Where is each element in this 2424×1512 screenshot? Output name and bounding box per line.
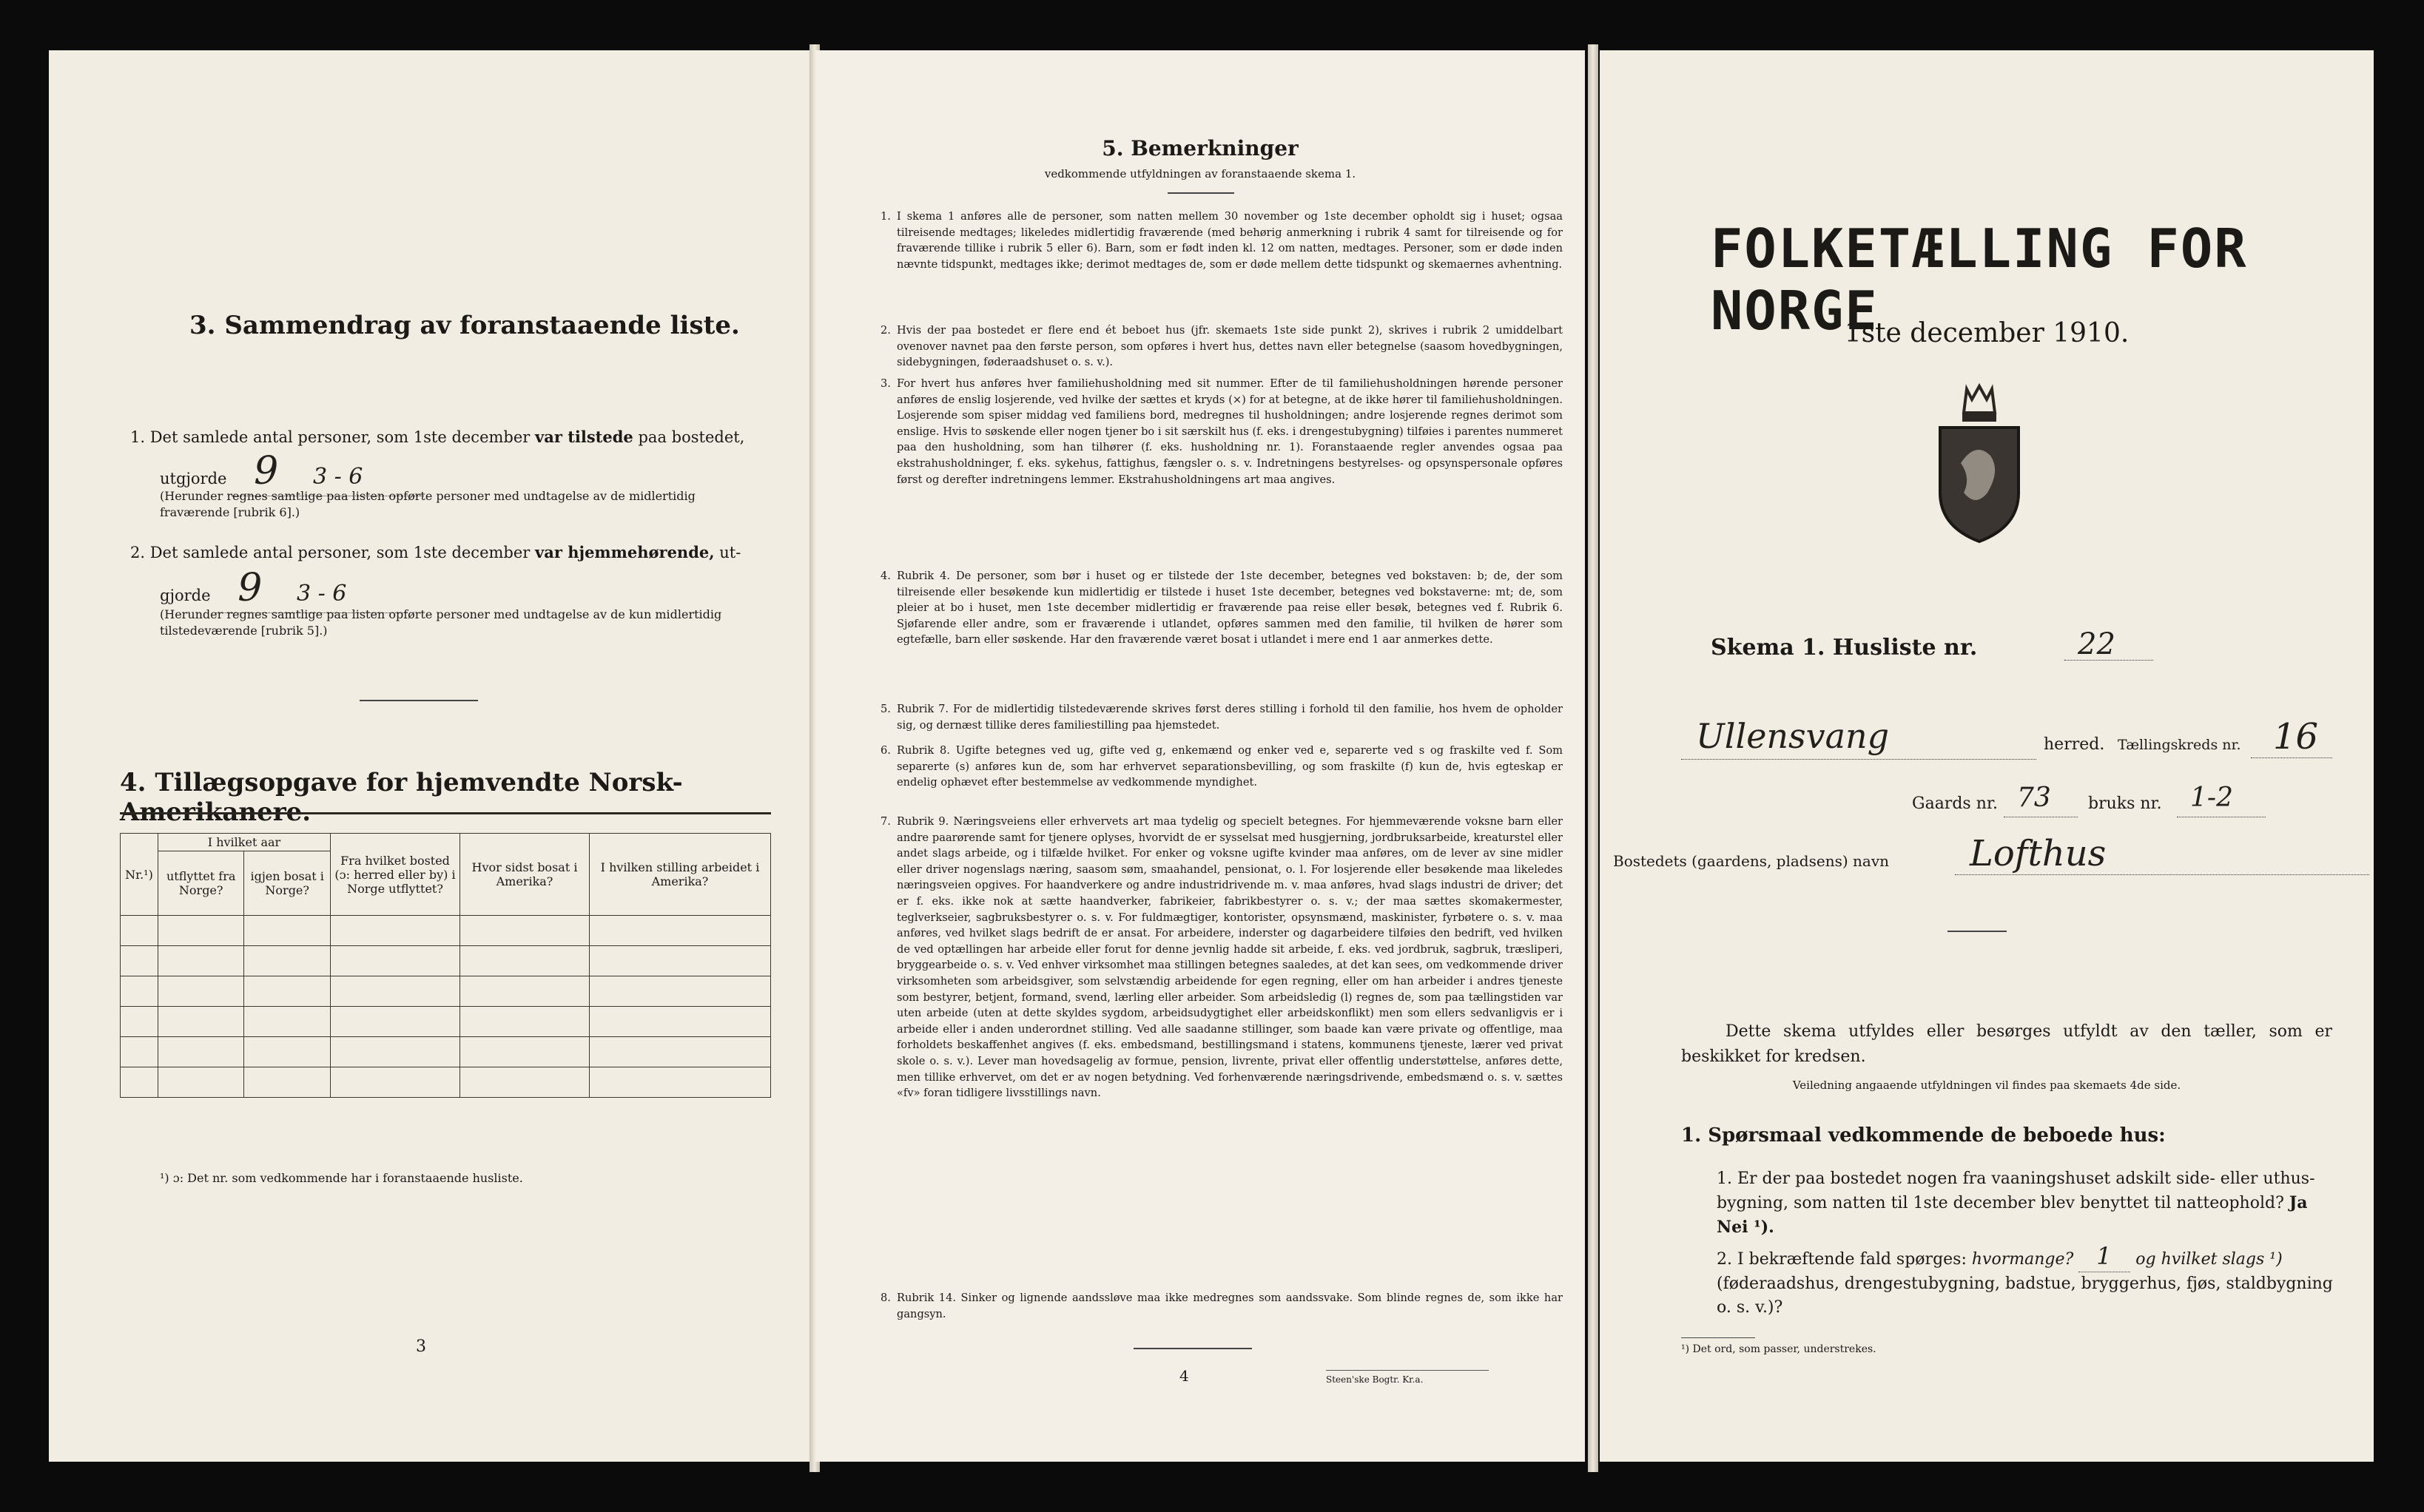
cell[interactable]: [331, 1037, 460, 1067]
remark-num: 5.: [881, 703, 891, 715]
question-2-text: 2. I bekræftende fald spørges:: [1717, 1250, 1967, 1269]
cell[interactable]: [460, 916, 590, 946]
section4-title: 4. Tillægsopgave for hjemvendte Norsk-Amerikanere.: [120, 768, 683, 827]
remark-num: 3.: [881, 377, 891, 390]
cell[interactable]: [121, 976, 158, 1007]
item2-note: (Herunder regnes samtlige paa listen opførte personer med undtagelse av de kun midlertidig tilstedeværende [rubrik 5].): [160, 607, 722, 638]
remark-4: [881, 568, 1563, 648]
cell[interactable]: [460, 1067, 590, 1098]
item2-value: 9: [238, 566, 263, 610]
page-right: [1600, 50, 2374, 1462]
cell[interactable]: [331, 1007, 460, 1037]
summary-item-1: [130, 420, 781, 454]
cell[interactable]: [460, 1007, 590, 1037]
table-row: [121, 1007, 771, 1037]
page-left: [49, 50, 812, 1462]
remark-text: Rubrik 4. De personer, som bør i huset og er tilstede der 1ste december, betegnes ved bokstaven: b; de, der som tilreisende eller besøkende kun midlertidig er tilstede i huset 1ste december, betegnes ved bokstaverne: mt; de, som pleier at bo i huset, men 1ste december midlertidig er fraværende paa reise eller besøk, betegnes ved f. Rubrik 6. Sjøfarende eller andre, som er fraværende i utlandet, opføres sammen med den familie, til hvilken de hører som egtefælle, barn eller søskende. Har den fraværende været bosat i utlandet i mere end 1 aar anmerkes dette.: [897, 570, 1563, 647]
page-number: 3: [416, 1337, 426, 1356]
divider: [1326, 1370, 1489, 1371]
remarks-title: 5. Bemerkninger: [1102, 136, 1299, 161]
item2-utgjorde: gjorde: [160, 587, 211, 604]
cell[interactable]: [590, 916, 771, 946]
divider: [1681, 1337, 1755, 1338]
remarks-subtitle: vedkommende utfyldningen av foranstaaende skema 1.: [1044, 167, 1356, 180]
cell[interactable]: [460, 946, 590, 976]
question-2-options: (føderaadshus, drengestubygning, badstue, bryggerhus, fjøs, staldbygning o. s. v.)?: [1717, 1275, 2333, 1317]
item1-note: (Herunder regnes samtlige paa listen opførte personer med undtagelse av de midlertidig fraværende [rubrik 6].): [160, 489, 696, 519]
item1-annotation: 3 - 6: [312, 464, 363, 490]
kreds-label: Tællingskreds nr.: [2118, 737, 2241, 753]
divider: [360, 700, 478, 701]
cell[interactable]: [331, 1067, 460, 1098]
remark-num: 7.: [881, 815, 891, 828]
divider: [1134, 1348, 1252, 1349]
herred-label: herred.: [2044, 735, 2105, 754]
question-2: [1717, 1244, 2338, 1320]
remark-5: [881, 701, 1563, 733]
kreds-value: 16: [2273, 716, 2319, 757]
table-row: [121, 976, 771, 1007]
remark-2: [881, 323, 1563, 371]
item1-value: 9: [254, 449, 279, 493]
remark-num: 1.: [881, 210, 891, 223]
husliste-field[interactable]: [2064, 627, 2153, 661]
item2-text-end: ut-: [719, 544, 741, 561]
veiledning-text: Veiledning angaaende utfyldningen vil findes paa skemaets 4de side.: [1792, 1079, 2181, 1092]
coat-of-arms-icon: [1931, 382, 2027, 544]
cell[interactable]: [460, 1037, 590, 1067]
cell[interactable]: [121, 1007, 158, 1037]
item1-text-end: paa bostedet,: [638, 428, 745, 446]
table-row: [121, 1037, 771, 1067]
skema-label: Skema 1. Husliste nr.: [1711, 635, 1978, 661]
remark-text: Rubrik 14. Sinker og lignende aandssløve maa ikke medregnes som aandssvake. Som blinde regnes de, som ikke har gangsyn.: [897, 1292, 1563, 1320]
remark-6: [881, 743, 1563, 791]
bosted-label: Bostedets (gaardens, pladsens) navn: [1613, 852, 1889, 870]
remark-8: [881, 1290, 1563, 1322]
remark-text: Rubrik 9. Næringsveiens eller erhvervets art maa tydelig og specielt betegnes. For hjemmeværende voksne barn eller andre paarørende samt for tjenere oplyses, hvorvidt de er sysselsat med husgjerning, jordbruksarbeide, kreaturstel eller andet slags arbeide, og i tilfælde hvilket. For enker og voksne ugifte kvinder maa anføres, om de lever av sine midler eller driver nogenslags næring, saasom søm, smaahandel, pensionat, o. l. For losjerende eller besøkende maa likeledes næringsveien opgives. For haandverkere og andre industridrivende m. v. maa anføres, hvad slags industri de driver; det er f. eks. ikke nok at sætte haandverker, fabrikeier, fabrikbestyrer o. s. v.; der maa sættes skomakermester, teglverkseier, sagbruksbestyrer o. s. v. For fuldmægtiger, kontorister, opsynsmænd, maskinister, fyrbøtere o. s. v. maa anføres, ved hvilket slags bedrift de er ansat. For arbeidere, inderster og dagarbeidere tilføies den bedrift, ved hvilken de ved optællingen har arbeide eller forut for denne jevnlig hadde sit arbeide, f. eks. ved jordbruk, sagbruk, træsliperi, bryggearbeide o. s. v. Ved enhver virksomhet maa stillingen betegnes saaledes, at det kan sees, om vedkommende driver virksomheten som arbeidsgiver, som selvstændig arbeidende for egen regning, eller om han arbeider i andres tjeneste som bestyrer, betjent, formand, svend, lærling eller arbeider. Som arbeidsledig (l) regnes de, som paa tællingstiden var uten arbeide (uten at dette skyldes sygdom, arbeidsudygtighet eller arbeidskonflikt) men som ellers sedvanligvis er i arbeide eller i anden underordnet stilling. Ved alle saadanne stillinger, som baade kan være private og offentlige, maa forholdets beskaffenhet angives (f. eks. embedsmand, bestillingsmand i statens, kommunens tjeneste, lærer ved privat skole o. s. v.). Lever man hovedsagelig av formue, pension, livrente, privat eller offentlig understøttelse, anføres dette, men tillike erhvervet, om det er av nogen betydning. Ved forhenværende næringsdrivende, embedsmænd o. s. v. sættes «fv» foran tidligere livsstillings navn.: [897, 815, 1563, 1100]
col-stilling: I hvilken stilling arbeidet i Amerika?: [590, 834, 771, 916]
herred-value: Ullensvang: [1696, 716, 1890, 756]
question-1-text: 1. Er der paa bostedet nogen fra vaaningshuset adskilt side- eller uthus-bygning, som natten til 1ste december blev benyttet til natteophold?: [1717, 1170, 2315, 1212]
remark-1: [881, 209, 1563, 272]
bosted-field[interactable]: [1955, 833, 2369, 875]
printer-mark: Steen'ske Bogtr. Kr.a.: [1326, 1374, 1424, 1385]
table-footnote: ¹) ɔ: Det nr. som vedkommende har i foranstaaende husliste.: [160, 1171, 523, 1185]
herred-field[interactable]: [1681, 716, 2036, 760]
remark-text: Rubrik 7. For de midlertidig tilstedeværende skrives først deres stilling i forhold til den familie, hos hvem de opholder sig, og dernæst tillike deres familiestilling paa hjemstedet.: [897, 703, 1563, 732]
cell[interactable]: [121, 916, 158, 946]
item2-bold: var hjemmehørende,: [535, 543, 715, 561]
page-number: 4: [1179, 1367, 1189, 1385]
cell[interactable]: [331, 976, 460, 1007]
remark-text: Rubrik 8. Ugifte betegnes ved ug, gifte ved g, enkemænd og enker ved e, separerte ved s og fraskilte ved f. Som separerte (s) anføres kun de, som har erhvervet separationsbevilling, og som fraskilte (f) kun de, hvis egteskap er endelig ophævet efter bestemmelse av vedkommende myndighet.: [897, 744, 1563, 789]
item1-utgjorde: utgjorde: [160, 470, 227, 487]
remark-text: I skema 1 anføres alle de personer, som natten mellem 30 november og 1ste december opholdt sig i huset; ogsaa tilreisende medtages; likeledes midlertidig fraværende (med behørig anmerkning i rubrik 4 samt for tilreisende og for fraværende tillike i rubrik 5 eller 6). Barn, som er født inden kl. 12 om natten, medtages. Personer, som er døde inden nævnte tidspunkt, medtages ikke; derimot medtages de, som er døde mellem dette tidspunkt og skemaernes avhentning.: [897, 210, 1563, 271]
instructions-text: Dette skema utfyldes eller besørges utfyldt av den tæller, som er beskikket for kredsen.: [1681, 1022, 2332, 1066]
question-1-answer[interactable]: Ja Nei ¹).: [1717, 1193, 2308, 1237]
cell[interactable]: [158, 1037, 244, 1067]
census-title: FOLKETÆLLING FOR NORGE: [1711, 217, 2248, 342]
page-middle: [815, 50, 1585, 1462]
item2-annotation: 3 - 6: [296, 581, 347, 607]
question-1: [1717, 1167, 2338, 1240]
bruks-value: 1-2: [2190, 783, 2233, 813]
remark-text: Hvis der paa bostedet er flere end ét beboet hus (jfr. skemaets 1ste side punkt 2), skrives i rubrik 2 umiddelbart ovenover navnet paa den første person, som opføres i hvert hus, dettes navn eller betegnelse (saasom hovedbygningen, sidebygningen, føderaadshuset o. s. v.).: [897, 324, 1563, 369]
remark-num: 4.: [881, 570, 891, 582]
question-2-hvormange: hvormange?: [1971, 1250, 2074, 1269]
questions-title: 1. Spørsmaal vedkommende de beboede hus:: [1681, 1124, 2166, 1147]
cell[interactable]: [331, 946, 460, 976]
husliste-value: 22: [2078, 627, 2115, 661]
table-row: [121, 916, 771, 946]
norsk-amerikanere-table: [120, 833, 771, 1098]
question-2-field[interactable]: [2078, 1244, 2130, 1272]
remark-num: 8.: [881, 1292, 891, 1304]
cell[interactable]: [158, 1007, 244, 1037]
item2-text: 2. Det samlede antal personer, som 1ste december: [130, 544, 531, 561]
ornament-divider: [1947, 931, 2007, 932]
kreds-field[interactable]: [2251, 716, 2332, 758]
cell[interactable]: [244, 946, 331, 976]
col-fra-hvilket: Fra hvilket bosted (ɔ: herred eller by) i Norge utflyttet?: [331, 834, 460, 916]
cell[interactable]: [244, 1067, 331, 1098]
item1-bold: var tilstede: [535, 428, 633, 446]
question-2-value: 1: [2096, 1242, 2112, 1270]
gaards-value: 73: [2017, 783, 2051, 813]
section3-title: 3. Sammendrag av foranstaaende liste.: [189, 311, 740, 340]
cell[interactable]: [331, 916, 460, 946]
cell[interactable]: [244, 1037, 331, 1067]
cell[interactable]: [121, 946, 158, 976]
summary-item-2: [130, 536, 781, 570]
gaards-field[interactable]: [2004, 783, 2078, 817]
cell[interactable]: [460, 976, 590, 1007]
cell[interactable]: [158, 946, 244, 976]
cell[interactable]: [244, 976, 331, 1007]
bruks-field[interactable]: [2177, 783, 2266, 817]
remark-text: For hvert hus anføres hver familiehusholdning med sit nummer. Efter de til familiehusholdningen hørende personer anføres de enslig losjerende, ved hvilke der sættes et kryds (×) for at betegne, at de ikke hører til familiehusholdningen. Losjerende som spiser middag ved familiens bord, medregnes til husholdningen; andre losjerende regnes derimot som enslige. Hvis to søskende eller nogen tjener bo i sit særskilt hus (f. eks. i drengestubygning) tilføies i parentes nummeret paa den husholdning, som han tilhører (f. eks. husholdning nr. 1). Foranstaaende regler anvendes ogsaa paa ekstrahusholdninger, f. eks. sykehus, fattighus, fængsler o. s. v. Indretningens bestyrelses- og opsynspersonale opføres først og derefter indretningens lemmer. Ekstrahusholdningens art maa angives.: [897, 377, 1563, 486]
right-footnote: ¹) Det ord, som passer, understrekes.: [1681, 1343, 1876, 1355]
col-hvor-sidst: Hvor sidst bosat i Amerika?: [460, 834, 590, 916]
cell[interactable]: [158, 976, 244, 1007]
cell[interactable]: [590, 1067, 771, 1098]
cell[interactable]: [590, 946, 771, 976]
bosted-value: Lofthus: [1970, 833, 2107, 874]
census-date: 1ste december 1910.: [1844, 318, 2130, 348]
remark-num: 2.: [881, 324, 891, 337]
cell[interactable]: [244, 916, 331, 946]
cell[interactable]: [590, 1007, 771, 1037]
col-igjen-bosat: igjen bosat i Norge?: [244, 851, 331, 916]
col-utflyttet: utflyttet fra Norge?: [158, 851, 244, 916]
col-i-hvilket-aar: I hvilket aar: [158, 834, 331, 851]
cell[interactable]: [590, 976, 771, 1007]
cell[interactable]: [590, 1037, 771, 1067]
divider: [1168, 192, 1234, 194]
book-fold-right: [1588, 44, 1598, 1472]
gaards-label: Gaards nr.: [1912, 794, 1998, 813]
cell[interactable]: [158, 1067, 244, 1098]
table-row: [121, 1067, 771, 1098]
item1-text: 1. Det samlede antal personer, som 1ste december: [130, 428, 531, 446]
remark-7: [881, 814, 1563, 1101]
cell[interactable]: [121, 1037, 158, 1067]
cell[interactable]: [244, 1007, 331, 1037]
bruks-label: bruks nr.: [2088, 794, 2162, 813]
col-nr: Nr.¹): [121, 834, 158, 916]
table-row: [121, 946, 771, 976]
cell[interactable]: [158, 916, 244, 946]
remark-num: 6.: [881, 744, 891, 757]
remark-3: [881, 376, 1563, 487]
table-top-rule: [120, 812, 771, 814]
cell[interactable]: [121, 1067, 158, 1098]
question-2-slags: og hvilket slags ¹): [2135, 1250, 2283, 1269]
